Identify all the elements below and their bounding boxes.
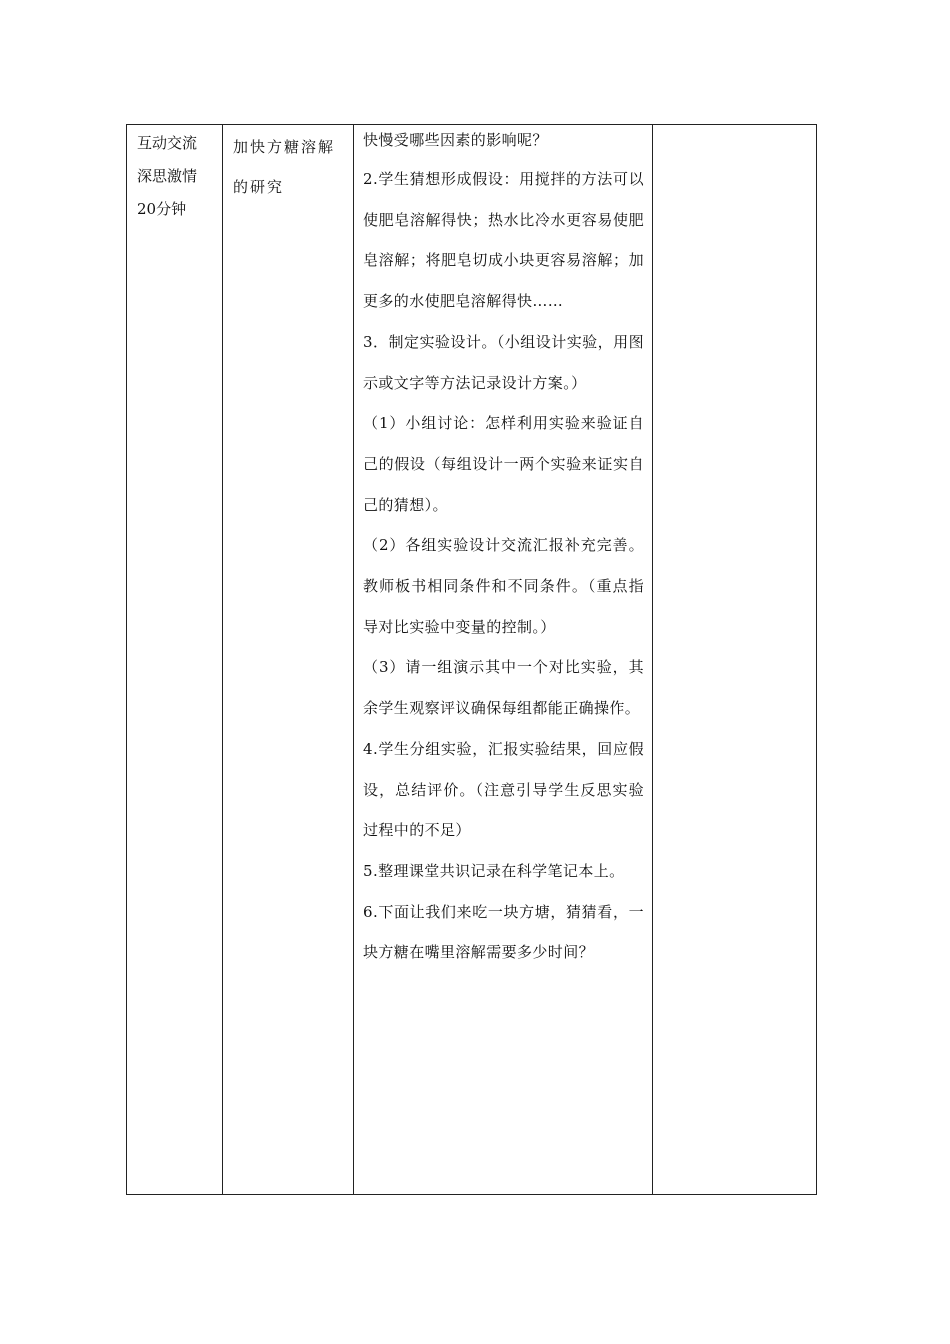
topic-text: 加快方糖溶解的研究 xyxy=(233,138,336,196)
table-row xyxy=(127,125,817,1195)
content-paragraph: 2.学生猜想形成假设：用搅拌的方法可以使肥皂溶解得快；热水比冷水更容易使肥皂溶解；将肥皂切成小块更容易溶解；加更多的水使肥皂溶解得快…… xyxy=(363,170,644,311)
content-cell xyxy=(354,125,653,1195)
content-paragraph: 3．制定实验设计。（小组设计实验，用图示或文字等方法记录设计方案。） xyxy=(363,332,644,392)
stage-line-2: 深思激情 xyxy=(137,167,198,185)
content-paragraph: 5.整理课堂共识记录在科学笔记本上。 xyxy=(363,861,625,880)
content-paragraph: （3）请一组演示其中一个对比实验，其余学生观察评议确保每组都能正确操作。 xyxy=(363,658,644,718)
topic-cell xyxy=(223,125,354,1195)
content-paragraph: 快慢受哪些因素的影响呢？ xyxy=(363,131,548,149)
content-paragraph: （2）各组实验设计交流汇报补充完善。教师板书相同条件和不同条件。（重点指导对比实验中变量的控制。） xyxy=(363,536,644,636)
lesson-plan-table xyxy=(126,124,817,1195)
notes-cell xyxy=(653,125,817,1195)
stage-cell xyxy=(127,125,223,1195)
stage-duration: 20分钟 xyxy=(137,200,187,218)
content-paragraph: 6.下面让我们来吃一块方塘，猜猜看，一块方糖在嘴里溶解需要多少时间？ xyxy=(363,902,644,962)
stage-line-1: 互动交流 xyxy=(137,134,198,152)
content-paragraph: （1）小组讨论：怎样利用实验来验证自己的假设（每组设计一两个实验来证实自己的猜想）。 xyxy=(363,414,644,514)
content-paragraph: 4.学生分组实验，汇报实验结果，回应假设，总结评价。（注意引导学生反思实验过程中的不足） xyxy=(363,739,644,840)
